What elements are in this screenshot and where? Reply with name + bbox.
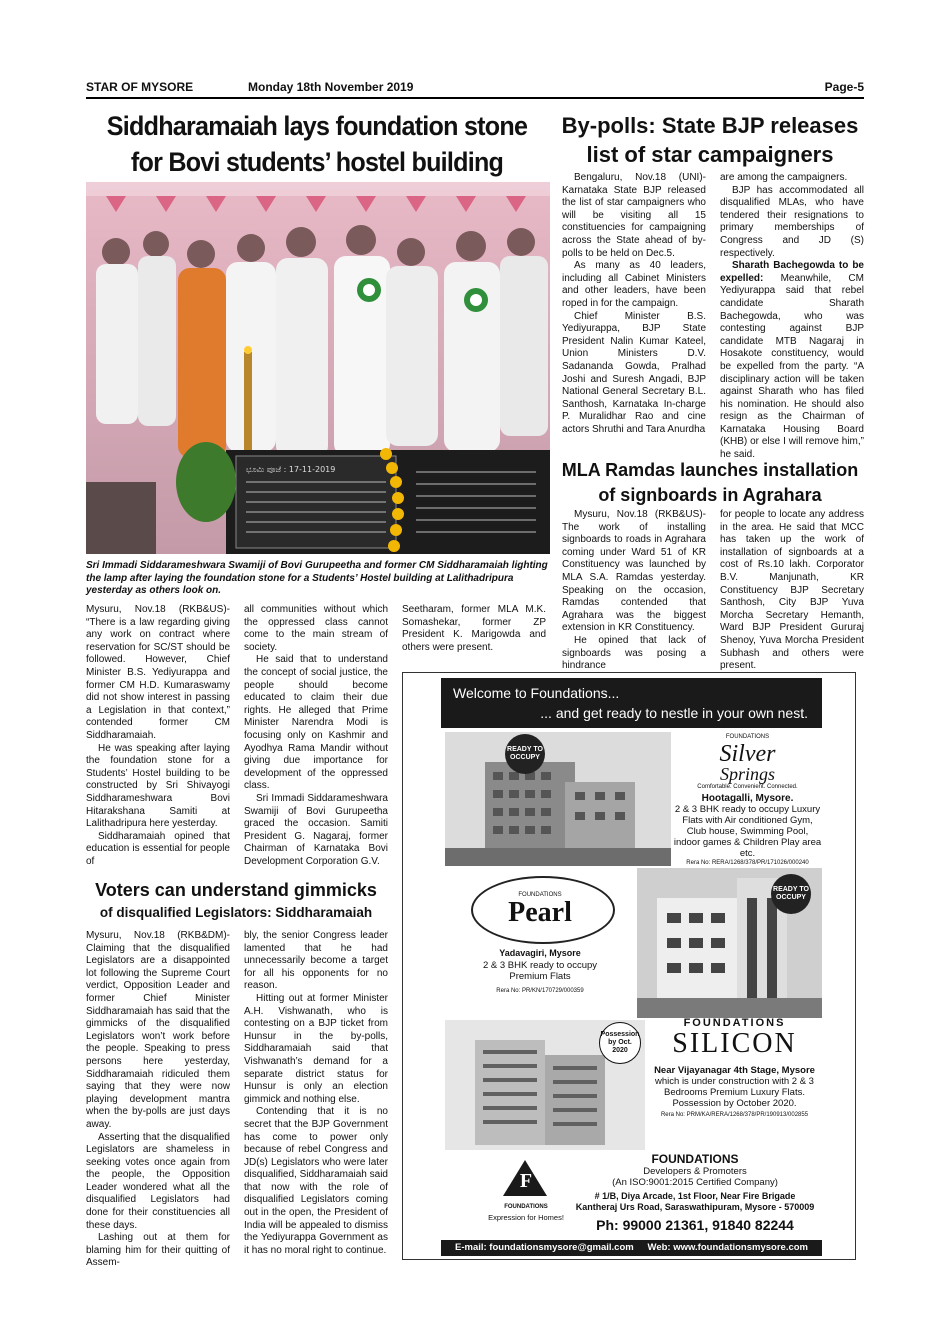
event-photo-illustration — [86, 182, 550, 554]
paragraph: Contending that it is no secret that the BJP Government has come to power only because of rebel Congress and JD(s) Legislators who were later disqualified, Siddharamaiah said that now with the role of disqualified Legislators coming out in the open, the President of India will be appealed to dismiss the Yediyurappa Government as it has no moral right to continue. — [244, 1106, 388, 1256]
paragraph: Chief Minister B.S. Yediyurappa, BJP State President Nalin Kumar Kateel, Union Ministers D.V. Sadananda Gowda, Pralhad Joshi and Suresh Angadi, BJP National General Secretary B.L. Santhosh, Karnataka In-charge P. Muralidhar Rao and cine actors Shruthi and Tara Anurdha — [562, 310, 706, 435]
paragraph: He was speaking after laying the foundation stone for a Students’ Hostel building to be constructed by Sri Shivayogi Siddharameshwara Bovi Hitarakshana Samiti at Lalithadripura here yesterday. — [86, 742, 230, 830]
paragraph: Seetharam, former MLA M.K. Somashekar, former ZP President K. Marigowda and others were present. — [402, 604, 546, 653]
silver-location: Hootagalli, Mysore. — [701, 793, 794, 804]
paragraph: BJP has accommodated all disqualified MLAs, who have tendered their resignations to primary memberships of Congress and JD (S) respectively. — [720, 184, 864, 259]
company-sub: Developers & Promoters — [643, 1166, 747, 1177]
main-story-col-2 — [244, 604, 388, 868]
company-iso: (An ISO:9001:2015 Certified Company) — [612, 1177, 778, 1188]
mla-headline — [555, 458, 865, 508]
masthead — [86, 80, 864, 96]
voters-headline-line-2: of disqualified Legislators: Siddharamaiah — [99, 905, 373, 920]
subhead: Sharath Bachegowda to be expelled: — [720, 260, 864, 284]
paragraph: Mysuru, Nov.18 (RKB&US)- “There is a law regarding giving any work on contract where reservation for SC/ST should be followed. However, Chief Minister B.S. Yediyurappa and former CM H.D. Kumaraswamy did not show interest in passing a Legislation in that context,” contended former CM Siddharamaiah. — [86, 604, 230, 741]
pearl-location: Yadavagiri, Mysore — [499, 948, 581, 958]
paragraph: all communities without which the oppressed class cannot come to the main stream of society. — [244, 604, 388, 653]
foundations-logo — [488, 1158, 564, 1228]
plaque-text: ಭೂಮಿ ಪೂಜೆ : 17-11-2019 — [246, 465, 336, 474]
ad-banner — [441, 678, 822, 728]
paragraph: Sri Immadi Siddarameshwara Swamiji of Bovi Gurupeetha graced the occasion. Samiti President G. Nagaraj, former Chairman of Karnataka Bovi Development Corporation G.V. — [244, 792, 388, 867]
paragraph: As many as 40 leaders, including all Cabinet Ministers and other leaders, have been roped in for the campaign. — [562, 260, 706, 309]
ad-web-link[interactable]: Web: www.foundationsmysore.com — [647, 1242, 808, 1253]
voters-col-2 — [244, 930, 388, 1257]
bypolls-headline-line-1: By-polls: State BJP releases — [561, 113, 859, 138]
silver-tagline: Comfortable. Convenient. Connected. — [697, 784, 798, 790]
mla-col-1 — [562, 509, 706, 673]
company-address-2: Kantheraj Urs Road, Saraswathipuram, Mysore - 570009 — [575, 1202, 815, 1212]
main-headline-line-2: for Bovi students’ hostel building — [130, 147, 504, 177]
springs-brand-name: Springs — [719, 764, 775, 784]
ready-to-occupy-badge: READY TO OCCUPY — [505, 734, 545, 774]
paragraph: He opined that lack of signboards was posing a hindrance — [562, 634, 706, 672]
company-phone[interactable]: Ph: 99000 21361, 91840 82244 — [596, 1217, 794, 1233]
event-photo — [86, 182, 550, 554]
paragraph — [720, 260, 864, 462]
silver-description: 2 & 3 BHK ready to occupy Luxury Flats with Air conditioned Gym, Club house, Swimming Pool, indoor games & Children Play area etc. — [673, 804, 822, 859]
paragraph-body: Meanwhile, CM Yediyurappa said that rebel candidate Sharath Bachegowda, who was contesting against BJP candidate MTB Nagaraj in Hosakote constituency, would be expelled from the party. “A disciplinary action will be taken against Sharath who has filed his nomination. He should also resign as the Chairman of Karnataka Housing Board (KHB) or else I will remove him,” he said. — [720, 272, 864, 461]
paragraph: for people to locate any address in the area. He said that MCC has taken up the work of installation of signboards at a cost of Rs.10 lakh. Corporator B.V. Manjunath, KR Constituency BJP Secretary Santhosh, City BJP Yuva Morcha Secretary Hemanth, Ward BJP President Gururaj Shenoy, Yuva Morcha President Subhash and others were present. — [720, 509, 864, 672]
silver-rera: Rera No: RERA/1268/378/PR/171026/000240 — [686, 860, 809, 866]
company-name: FOUNDATIONS — [651, 1152, 739, 1166]
mla-headline-line-1: MLA Ramdas launches installation — [561, 460, 859, 480]
ad-welcome: Welcome to Foundations... — [453, 685, 620, 701]
silicon-location: Near Vijayanagar 4th Stage, Mysore — [654, 1065, 815, 1076]
pearl-brand-name: Pearl — [508, 897, 572, 928]
pearl-description: 2 & 3 BHK ready to occupy Premium Flats — [482, 960, 598, 982]
paragraph: He said that to understand the concept of social justice, the people should become educated to claim their due rights. He alleged that Prime Minister Narendra Modi is focusing only on Kashmir and Ayodhya Rama Mandir without giving due importance for development of the oppressed class. — [244, 654, 388, 792]
ad-panel — [441, 678, 822, 1256]
mla-col-2 — [720, 509, 864, 673]
logo-letter: F — [519, 1170, 533, 1192]
silicon-info — [647, 1018, 822, 1148]
bypolls-col-1 — [562, 172, 706, 436]
pearl-rera: Rera No: PR/KN/170729/000359 — [496, 988, 584, 994]
paragraph: Mysuru, Nov.18 (RKB&US)- The work of installing signboards to roads in Agrahara coming under Ward 51 of KR Constituency was launched by MLA S.A. Ramdas yesterday. Speaking on the occasion, Ramdas contended that Agrahara was the biggest extension in KR Constituency. — [562, 509, 706, 634]
silicon-rera: Rera No: PRM/KA/RERA/1268/378/PR/190913/002855 — [660, 1112, 809, 1118]
silver-springs-building-image — [445, 732, 671, 866]
paragraph: Bengaluru, Nov.18 (UNI)- Karnataka State BJP released the list of star campaigners who will be visiting all 15 constituencies for campaigning across the State ahead of by-polls to be held on Dec.5. — [562, 172, 706, 259]
main-story-col-1 — [86, 604, 230, 868]
foundations-advertisement[interactable] — [402, 672, 856, 1260]
paragraph: Asserting that the disqualified Legislators are shameless in seeking votes once again from the people, the Opposition Leader wondered what all the disqualified Legislators had done for their constituencies all these days. — [86, 1131, 230, 1231]
bypolls-headline-line-2: list of star campaigners — [586, 142, 834, 167]
silver-springs-info — [673, 732, 822, 866]
paragraph: are among the campaigners. — [720, 172, 848, 183]
mla-headline-line-2: of signboards in Agrahara — [598, 485, 822, 505]
page-number: Page-5 — [824, 80, 864, 94]
paragraph: bly, the senior Congress leader lamented that he had unnecessarily become a target for all his opponents for no reason. — [244, 930, 388, 992]
silicon-description: which is under construction with 2 & 3 Bedrooms Premium Luxury Flats. Possession by October 2020. — [655, 1076, 814, 1109]
bypolls-col-2 — [720, 172, 864, 462]
voters-headline-line-1: Voters can understand gimmicks — [95, 880, 377, 900]
bypolls-headline — [555, 111, 865, 169]
company-address-1: # 1/B, Diya Arcade, 1st Floor, Near Fire Brigade — [594, 1191, 796, 1201]
silver-brand-name: Silver — [719, 741, 776, 767]
ready-to-occupy-badge: READY TO OCCUPY — [771, 874, 811, 914]
company-details — [571, 1152, 819, 1235]
silver-foundations-label: FOUNDATIONS — [725, 734, 770, 740]
issue-date: Monday 18th November 2019 — [248, 80, 414, 94]
main-headline — [100, 108, 533, 180]
ad-footer — [441, 1240, 822, 1256]
voters-headline — [86, 878, 386, 924]
silicon-brand-name: SILICON — [672, 1028, 797, 1059]
paragraph: Mysuru, Nov.18 (RKB&DM)- Claiming that the disqualified Legislators are a disappointed lot following the Supreme Court verdict, Opposition Leader and former Chief Minister Siddharamaiah has said that the gimmicks of the disqualified Legislators won’t work before the people. Speaking to press persons here yesterday, Siddharamaiah ridiculed them saying that they were now playing development mantra when the by-polls are just days away. — [86, 930, 230, 1130]
ad-email-link[interactable]: E-mail: foundationsmysore@gmail.com — [455, 1242, 634, 1253]
logo-text: FOUNDATIONS — [504, 1204, 548, 1210]
voters-col-1 — [86, 930, 230, 1270]
masthead-rule — [86, 97, 864, 99]
ad-tagline: ... and get ready to nestle in your own nest. — [540, 705, 808, 721]
main-headline-line-1: Siddharamaiah lays foundation stone — [106, 111, 528, 141]
paragraph: Siddharamaiah opined that education is essential for people of — [86, 830, 230, 867]
silicon-foundations-label: FOUNDATIONS — [683, 1017, 786, 1029]
paragraph: Lashing out at them for blaming him for their quitting of Assem- — [86, 1232, 230, 1269]
logo-slogan: Expression for Homes! — [488, 1213, 564, 1222]
photo-caption: Sri Immadi Siddarameshwara Swamiji of Bovi Gurupeetha and former CM Siddharamaiah lighting the lamp after laying the foundation stone for a Students’ Hostel building at Lalithadripura yesterday as others look on. — [86, 560, 548, 596]
paper-name: STAR OF MYSORE — [86, 80, 194, 94]
paragraph: Hitting out at former Minister A.H. Vishwanath, who is contesting on a BJP ticket from Hunsur in the by-polls, Siddharamaiah said that Vishwanath’s demand for a separate district status for Hunsur is only an election gimmick and nothing else. — [244, 992, 388, 1105]
main-story-col-3 — [402, 604, 546, 654]
pearl-foundations-label: FOUNDATIONS — [518, 892, 562, 898]
possession-badge: Possession by Oct. 2020 — [599, 1022, 641, 1064]
pearl-info — [445, 868, 635, 1008]
